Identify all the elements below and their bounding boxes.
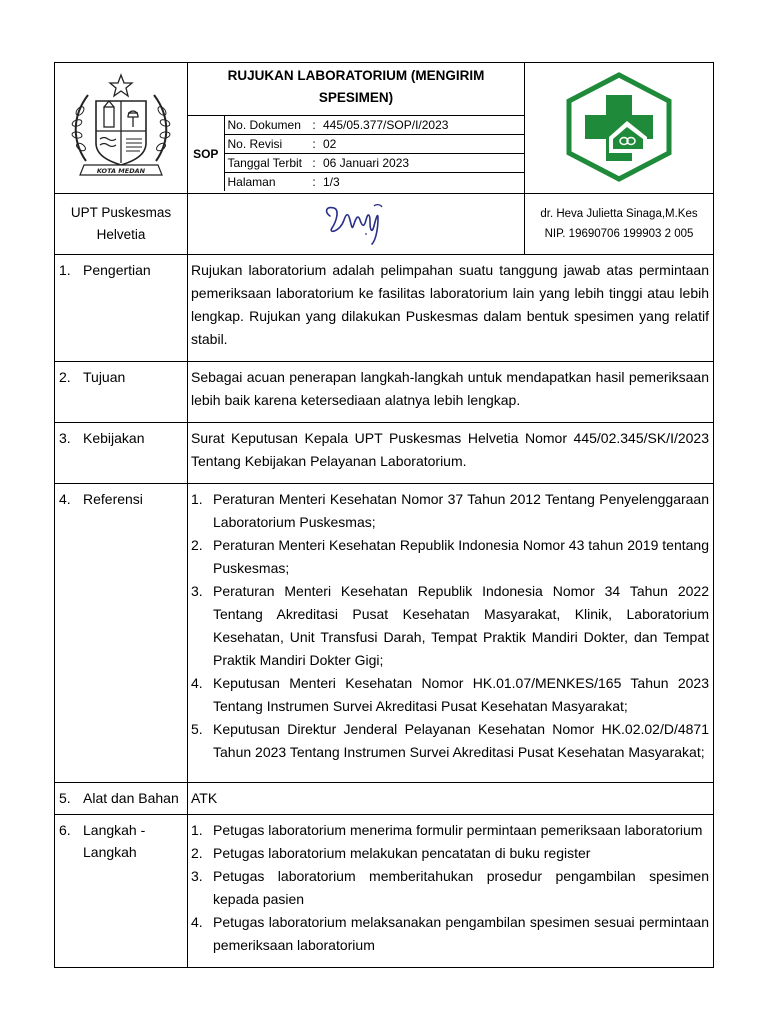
referensi-list (191, 488, 709, 764)
section-alat (188, 783, 714, 815)
section-label-langkah: 6. Langkah - Langkah (55, 815, 188, 968)
list-item: 1. Peraturan Menteri Kesehatan Nomor 37 Tahun 2012 Tentang Penyelenggaraan Laboratorium Puskesmas; (191, 491, 709, 530)
langkah-list (191, 819, 709, 957)
pengertian-text: Rujukan laboratorium adalah pelimpahan suatu tanggung jawab atas permintaan pemeriksaan laboratorium ke fasilitas laboratorium lain yang lebih tinggi atau lebih lengkap. Rujukan yang dilakukan Puskesmas dalam bentuk spesimen yang relatif stabil. (191, 262, 709, 347)
field-value: 02 (320, 135, 524, 154)
field-sep: : (308, 173, 320, 192)
sop-label: SOP (188, 116, 224, 192)
list-item: 3. Peraturan Menteri Kesehatan Republik Indonesia Nomor 34 Tahun 2022 Tentang Akreditasi Pusat Kesehatan Masyarakat, Klinik, Laboratorium Kesehatan, Unit Transfusi Darah, Tempat Praktik Mandiri Dokter, dan Tempat Praktik Mandiri Dokter Gigi; (191, 583, 709, 668)
field-label: Tanggal Terbit (224, 154, 308, 173)
section-kebijakan (188, 423, 714, 484)
field-label: No. Dokumen (224, 116, 308, 135)
tujuan-text: Sebagai acuan penerapan langkah-langkah untuk mendapatkan hasil pemeriksaan lebih baik karena ketersediaan alatnya lebih lengkap. (191, 369, 709, 408)
sop-table (54, 62, 714, 968)
list-item: 2. Peraturan Menteri Kesehatan Republik Indonesia Nomor 43 tahun 2019 tentang Puskesmas; (191, 537, 709, 576)
section-referensi (188, 484, 714, 783)
section-label-alat: 5. Alat dan Bahan (55, 783, 188, 815)
document-title: RUJUKAN LABORATORIUM (MENGIRIM SPESIMEN) (227, 68, 485, 105)
left-logo-cell (55, 63, 188, 194)
section-tujuan (188, 362, 714, 423)
organization-cell (55, 194, 188, 255)
section-label-tujuan: 2. Tujuan (55, 362, 188, 423)
list-item: 2. Petugas laboratorium melakukan pencatatan di buku register (191, 845, 591, 861)
signatory-name: dr. Heva Julietta Sinaga,M.Kes (540, 208, 698, 220)
field-value: 445/05.377/SOP/I/2023 (320, 116, 524, 135)
kota-medan-emblem-icon (66, 71, 176, 183)
sop-info-table (188, 115, 524, 191)
org-name-line1: UPT Puskesmas (70, 205, 172, 220)
org-name-line2: Helvetia (96, 227, 146, 242)
right-logo-cell (525, 63, 714, 194)
section-label-referensi: 4. Referensi (55, 484, 188, 783)
field-value: 06 Januari 2023 (320, 154, 524, 173)
list-item: 1. Petugas laboratorium menerima formulir permintaan pemeriksaan laboratorium (191, 822, 703, 838)
field-sep: : (308, 135, 320, 154)
signatory-cell (525, 194, 714, 255)
signature-icon (316, 198, 396, 248)
field-sep: : (308, 116, 320, 135)
section-label-kebijakan: 3. Kebijakan (55, 423, 188, 484)
list-item: 4. Keputusan Menteri Kesehatan Nomor HK.01.07/MENKES/165 Tahun 2023 Tentang Instrumen Survei Akreditasi Pusat Kesehatan Masyarakat; (191, 675, 709, 714)
signature-cell (188, 194, 525, 255)
puskesmas-cross-logo-icon (561, 71, 677, 183)
list-item: 3. Petugas laboratorium memberitahukan prosedur pengambilan spesimen kepada pasien (191, 868, 709, 907)
section-label-pengertian: 1. Pengertian (55, 255, 188, 362)
kebijakan-text: Surat Keputusan Kepala UPT Puskesmas Helvetia Nomor 445/02.345/SK/I/2023 Tentang Kebijakan Pelayanan Laboratorium. (191, 430, 709, 469)
section-langkah (188, 815, 714, 968)
section-pengertian (188, 255, 714, 362)
signatory-nip: NIP. 19690706 199903 2 005 (544, 228, 694, 240)
title-cell (188, 63, 525, 194)
list-item: 4. Petugas laboratorium melaksanakan pengambilan spesimen sesuai permintaan pemeriksaan laboratorium (191, 914, 709, 953)
field-value: 1/3 (320, 173, 524, 192)
field-sep: : (308, 154, 320, 173)
field-label: Halaman (224, 173, 308, 192)
list-item: 5. Keputusan Direktur Jenderal Pelayanan Kesehatan Nomor HK.02.02/D/4871 Tahun 2023 Tentang Instrumen Survei Akreditasi Pusat Kesehatan Masyarakat; (191, 721, 709, 760)
alat-text: ATK (191, 790, 218, 806)
field-label: No. Revisi (224, 135, 308, 154)
sop-document (54, 62, 713, 968)
emblem-ribbon-text: KOTA MEDAN (96, 166, 146, 175)
